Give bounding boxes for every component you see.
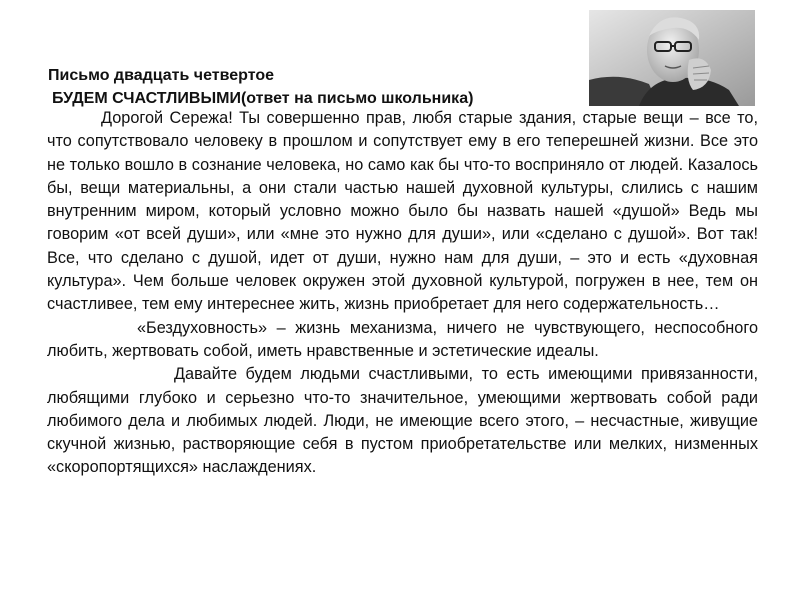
author-portrait-photo bbox=[589, 10, 755, 106]
letter-subtitle: БУДЕМ СЧАСТЛИВЫМИ bbox=[52, 90, 241, 107]
letter-subtitle-note: (ответ на письмо школьника) bbox=[240, 90, 474, 107]
author-portrait-icon bbox=[589, 10, 755, 106]
letter-heading bbox=[48, 64, 473, 110]
letter-body bbox=[47, 107, 758, 480]
letter-paragraph-2: «Бездуховность» – жизнь механизма, ничего не чувствующего, неспособного любить, жертвовать собой, иметь нравственные и эстетические идеалы. bbox=[47, 318, 758, 360]
letter-paragraph-1: Дорогой Сережа! Ты совершенно прав, любя старые здания, старые вещи – все то, что сопутствовало человеку в прошлом и сопутствует ему в его теперешней жизни. Все это не только вошло в сознание человека, но само как бы что-то восприняло от людей. Казалось бы, вещи материальны, а они стали частью нашей духовной культуры, слились с нашим внутренним миром, который условно можно было бы назвать нашей «душой» Ведь мы говорим «от всей души», или «мне это нужно для души», или «сделано с душой». Вот так! Все, что сделано с душой, идет от души, нужно нам для души, – это и есть «духовная культура». Чем больше человек окружен этой духовной культурой, погружен в нее, тем он счастливее, тем ему интереснее жить, жизнь приобретает для него содержательность… bbox=[47, 109, 758, 314]
letter-number-title: Письмо двадцать четвертое bbox=[48, 67, 274, 84]
letter-paragraph-3: Давайте будем людьми счастливыми, то есть имеющими привязанности, любящими глубоко и серьезно что-то значительное, умеющими жертвовать собой ради любимого дела и любимых людей. Люди, не имеющие всего этого, – несчастные, живущие скучной жизнью, растворяющие себя в пустом приобретательстве или мелких, низменных «скоропортящихся» наслаждениях. bbox=[47, 365, 758, 477]
